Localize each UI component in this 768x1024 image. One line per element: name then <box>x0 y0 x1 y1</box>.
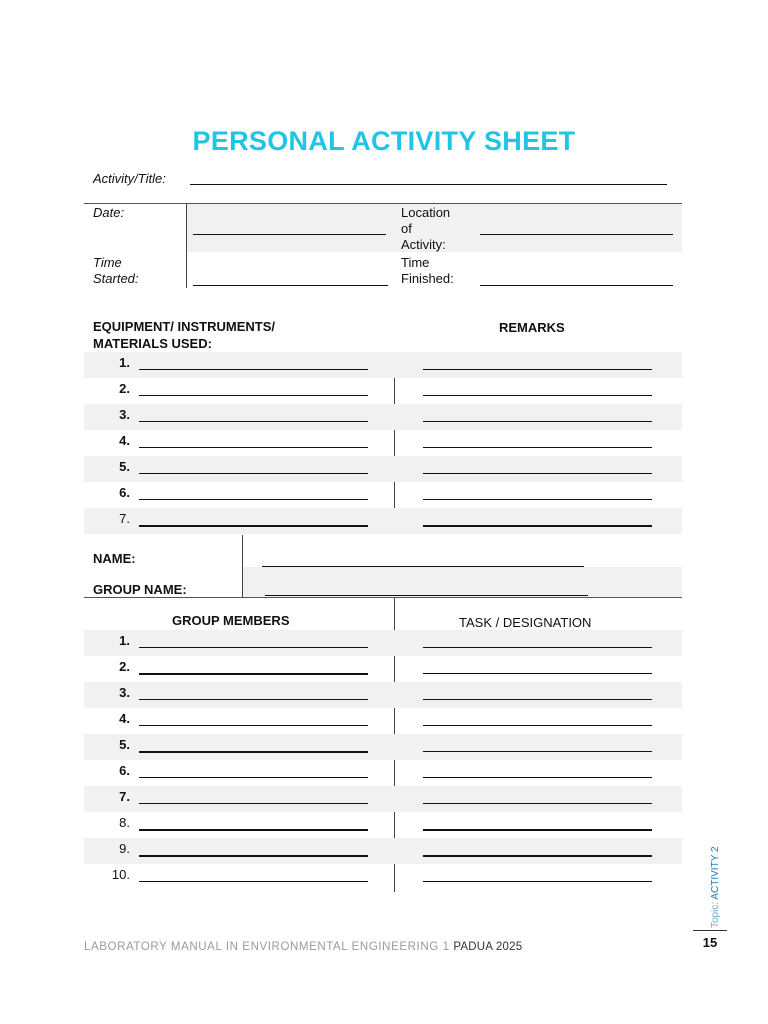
group-top-rule <box>84 597 682 598</box>
member-row-number: 8. <box>119 815 130 830</box>
group-name-label: GROUP NAME: <box>93 582 187 597</box>
member-remark-field[interactable] <box>423 777 652 778</box>
time-finished-field[interactable] <box>480 285 673 286</box>
footer-manual-text: LABORATORY MANUAL IN ENVIRONMENTAL ENGINEERING 1 <box>84 941 450 953</box>
member-item-field[interactable] <box>139 881 368 882</box>
equipment-remark-field[interactable] <box>423 421 652 422</box>
remarks-heading: REMARKS <box>499 320 565 335</box>
equipment-row-number: 5. <box>119 459 130 474</box>
equipment-item-field[interactable] <box>139 499 368 500</box>
member-item-field[interactable] <box>139 777 368 778</box>
member-row-number: 3. <box>119 685 130 700</box>
member-row-number: 6. <box>119 763 130 778</box>
equipment-item-field[interactable] <box>139 525 368 527</box>
equipment-row-shade <box>84 352 682 378</box>
member-remark-field[interactable] <box>423 725 652 726</box>
member-row-number: 10. <box>111 867 130 882</box>
member-item-field[interactable] <box>139 673 368 675</box>
member-row-number: 7. <box>119 789 130 804</box>
time-started-label-2: Started: <box>93 271 139 286</box>
time-finished-label-2: Finished: <box>401 271 454 286</box>
member-remark-field[interactable] <box>423 673 652 674</box>
footer-text <box>84 941 522 953</box>
footer-author-text: PADUA 2025 <box>453 941 523 953</box>
member-item-field[interactable] <box>139 751 368 753</box>
page-title: PERSONAL ACTIVITY SHEET <box>192 126 576 156</box>
equipment-remark-field[interactable] <box>423 499 652 500</box>
member-row-number: 5. <box>119 737 130 752</box>
equipment-item-field[interactable] <box>139 473 368 474</box>
location-field[interactable] <box>480 234 673 235</box>
member-remark-field[interactable] <box>423 803 652 804</box>
member-row-number: 1. <box>119 633 130 648</box>
date-field[interactable] <box>193 234 386 235</box>
member-item-field[interactable] <box>139 647 368 648</box>
location-label-2: of <box>401 221 412 236</box>
equipment-remark-field[interactable] <box>423 447 652 448</box>
equipment-row-number: 6. <box>119 485 130 500</box>
equipment-row-number: 1. <box>119 355 130 370</box>
equipment-remark-field[interactable] <box>423 369 652 370</box>
group-name-field[interactable] <box>265 595 588 596</box>
equipment-item-field[interactable] <box>139 395 368 396</box>
member-remark-field[interactable] <box>423 855 652 857</box>
topic-value: ACTIVITY 2 <box>710 846 721 900</box>
location-label-3: Activity: <box>401 237 446 252</box>
member-item-field[interactable] <box>139 803 368 804</box>
member-row-shade <box>84 734 682 760</box>
task-designation-heading: TASK / DESIGNATION <box>459 615 592 630</box>
equipment-item-field[interactable] <box>139 369 368 370</box>
header-divider <box>186 204 187 288</box>
member-remark-field[interactable] <box>423 647 652 648</box>
member-remark-field[interactable] <box>423 699 652 700</box>
page-number: 15 <box>702 935 718 950</box>
time-started-label-1: Time <box>93 255 122 270</box>
activity-title-label: Activity/Title: <box>93 171 166 186</box>
group-name-shade <box>243 567 682 597</box>
member-row-shade <box>84 630 682 656</box>
member-item-field[interactable] <box>139 855 368 857</box>
equipment-heading-1: EQUIPMENT/ INSTRUMENTS/ <box>93 319 276 334</box>
equipment-divider <box>394 353 395 534</box>
member-remark-field[interactable] <box>423 751 652 752</box>
member-item-field[interactable] <box>139 829 368 831</box>
member-remark-field[interactable] <box>423 829 652 831</box>
equipment-row-shade <box>84 404 682 430</box>
page-number-rule <box>693 930 727 931</box>
member-remark-field[interactable] <box>423 881 652 882</box>
equipment-remark-field[interactable] <box>423 473 652 474</box>
time-finished-label-1: Time <box>401 255 430 270</box>
member-item-field[interactable] <box>139 699 368 700</box>
equipment-row-number: 3. <box>119 407 130 422</box>
member-row-shade <box>84 786 682 812</box>
time-started-field[interactable] <box>193 285 388 286</box>
equipment-row-number: 2. <box>119 381 130 396</box>
equipment-row-number: 4. <box>119 433 130 448</box>
equipment-item-field[interactable] <box>139 421 368 422</box>
member-row-number: 2. <box>119 659 130 674</box>
equipment-remark-field[interactable] <box>423 395 652 396</box>
activity-title-field[interactable] <box>190 184 667 185</box>
topic-sidebar <box>710 846 721 928</box>
member-row-shade <box>84 838 682 864</box>
location-label-1: Location <box>401 205 451 220</box>
member-row-shade <box>84 682 682 708</box>
equipment-row-shade <box>84 508 682 534</box>
topic-label: Topic: <box>710 901 721 928</box>
member-row-number: 4. <box>119 711 130 726</box>
equipment-row-shade <box>84 456 682 482</box>
equipment-heading-2: MATERIALS USED: <box>93 336 212 351</box>
equipment-row-number: 7. <box>119 511 130 526</box>
group-members-heading: GROUP MEMBERS <box>172 613 290 628</box>
member-item-field[interactable] <box>139 725 368 726</box>
name-label: NAME: <box>93 551 136 566</box>
member-row-number: 9. <box>119 841 130 856</box>
equipment-remark-field[interactable] <box>423 525 652 527</box>
equipment-item-field[interactable] <box>139 447 368 448</box>
date-label: Date: <box>93 205 125 220</box>
